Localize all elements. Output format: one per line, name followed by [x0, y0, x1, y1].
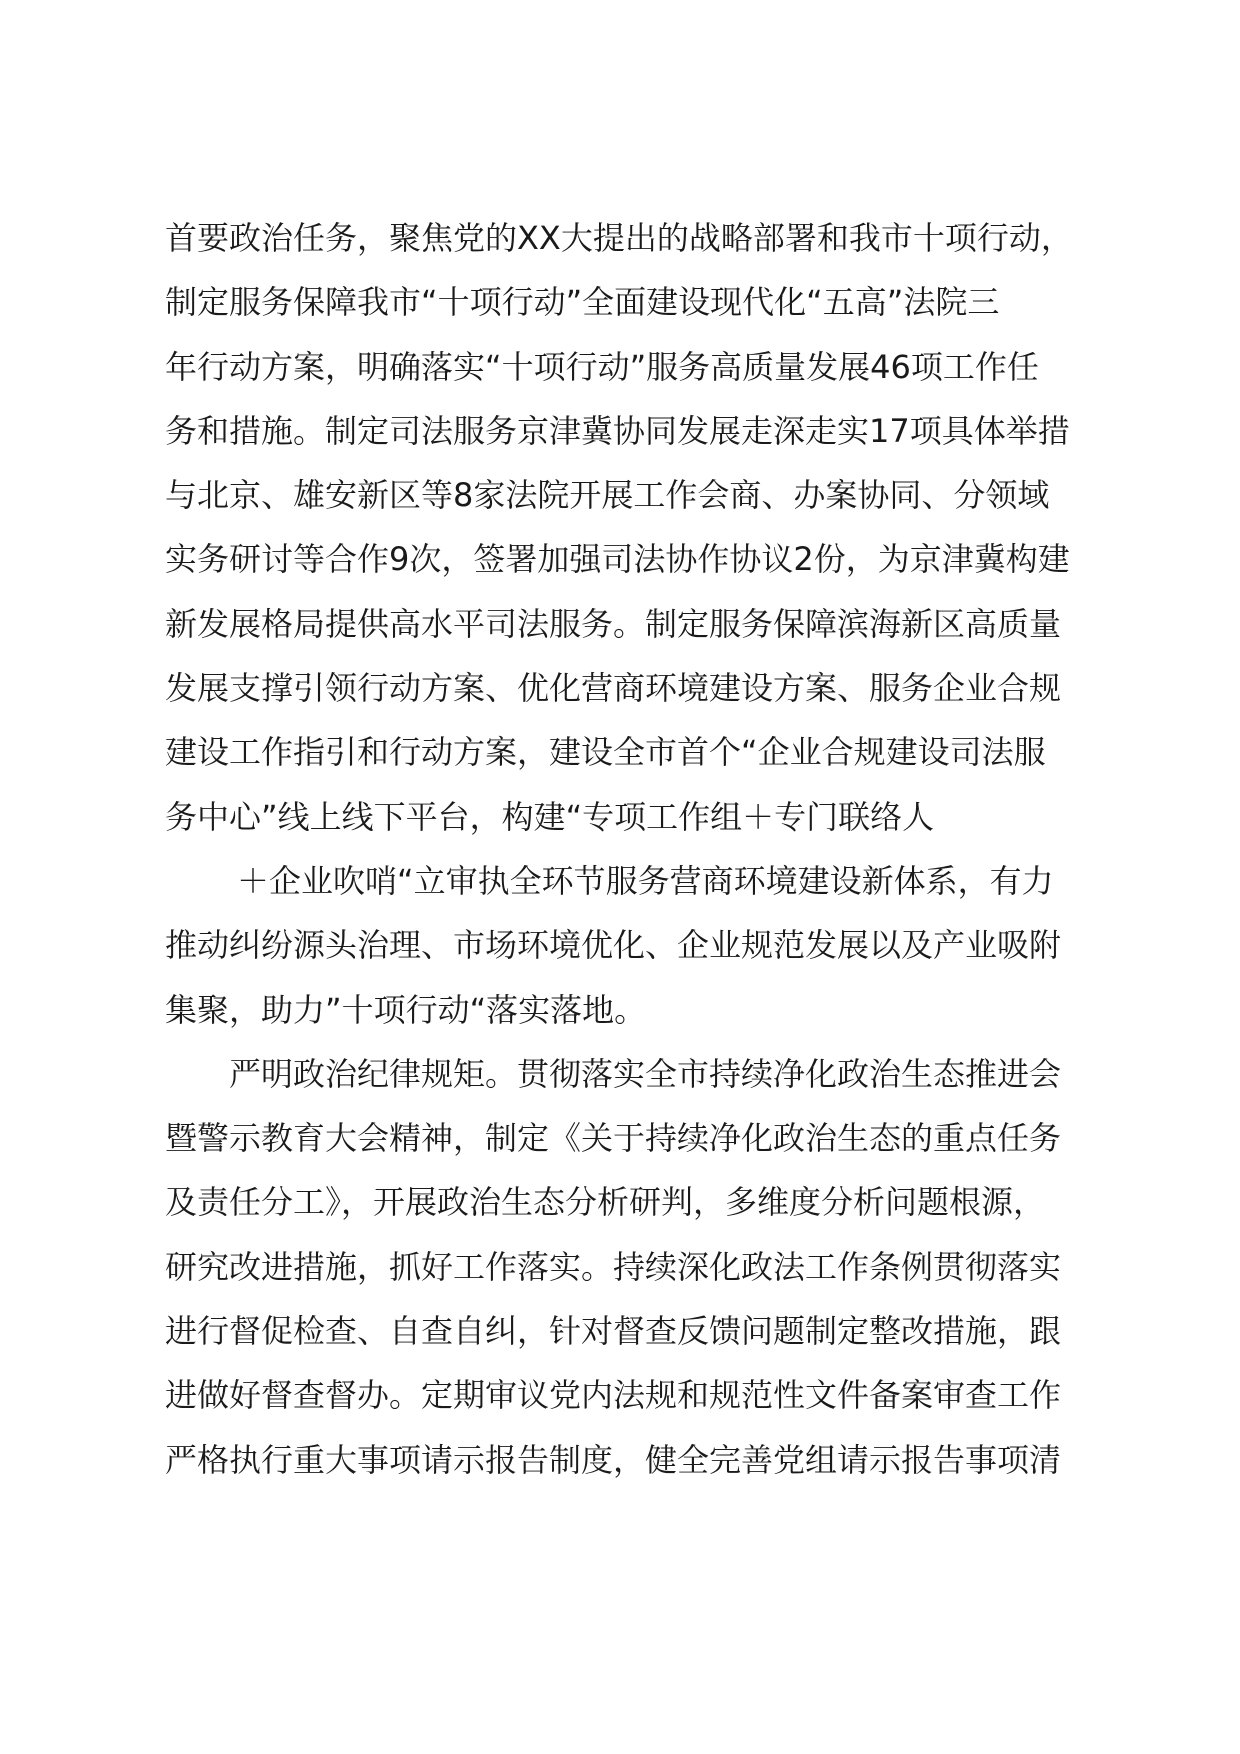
text-line: 建设工作指引和行动方案，建设全市首个“企业合规建设司法服: [165, 733, 1046, 772]
text-line: 及责任分工》，开展政治生态分析研判，多维度分析问题根源，: [165, 1183, 1046, 1222]
text-line: 新发展格局提供高水平司法服务。制定服务保障滨海新区高质量: [165, 604, 1062, 643]
text-line: 集聚，助力”十项行动“落实落地。: [165, 990, 647, 1029]
text-line: 进行督促检查、自查自纠，针对督查反馈问题制定整改措施，跟: [165, 1312, 1062, 1351]
text-line: 制定服务保障我市“十项行动”全面建设现代化“五高”法院三: [165, 283, 1000, 322]
text-line: 进做好督查督办。定期审议党内法规和规范性文件备案审查工作: [165, 1376, 1062, 1415]
text-line: 年行动方案，明确落实“十项行动”服务高质量发展46项工作任: [165, 347, 1039, 386]
text-line: 暨警示教育大会精神，制定《关于持续净化政治生态的重点任务: [165, 1119, 1062, 1158]
text-line: 严明政治纪律规矩。贯彻落实全市持续净化政治生态推进会: [229, 1054, 1062, 1093]
text-line: 首要政治任务，聚焦党的XX大提出的战略部署和我市十项行动，: [165, 219, 1073, 257]
text-line: 发展支撑引领行动方案、优化营商环境建设方案、服务企业合规: [165, 669, 1062, 708]
text-line: 严格执行重大事项请示报告制度，健全完善党组请示报告事项清: [165, 1440, 1062, 1479]
text-line: 实务研讨等合作9次，签署加强司法协作协议2份，为京津冀构建: [165, 540, 1070, 579]
paragraph-business-environment: [165, 849, 1105, 1042]
text-line: ＋企业吹哨“立审执全环节服务营商环境建设新体系，有力: [237, 861, 1054, 900]
text-line: 推动纠纷源头治理、市场环境优化、企业规范发展以及产业吸附: [165, 926, 1062, 965]
paragraph-political-discipline: [165, 1042, 1105, 1492]
text-line: 务中心”线上线下平台，构建“专项工作组＋专门联络人: [165, 797, 935, 836]
text-line: 研究改进措施，抓好工作落实。持续深化政法工作条例贯彻落实: [165, 1247, 1062, 1286]
document-body: [165, 206, 1105, 1492]
text-line: 务和措施。制定司法服务京津冀协同发展走深走实17项具体举措: [165, 411, 1070, 450]
text-line: 与北京、雄安新区等8家法院开展工作会商、办案协同、分领域: [165, 476, 1050, 515]
paragraph-service-guarantee: [165, 206, 1105, 849]
